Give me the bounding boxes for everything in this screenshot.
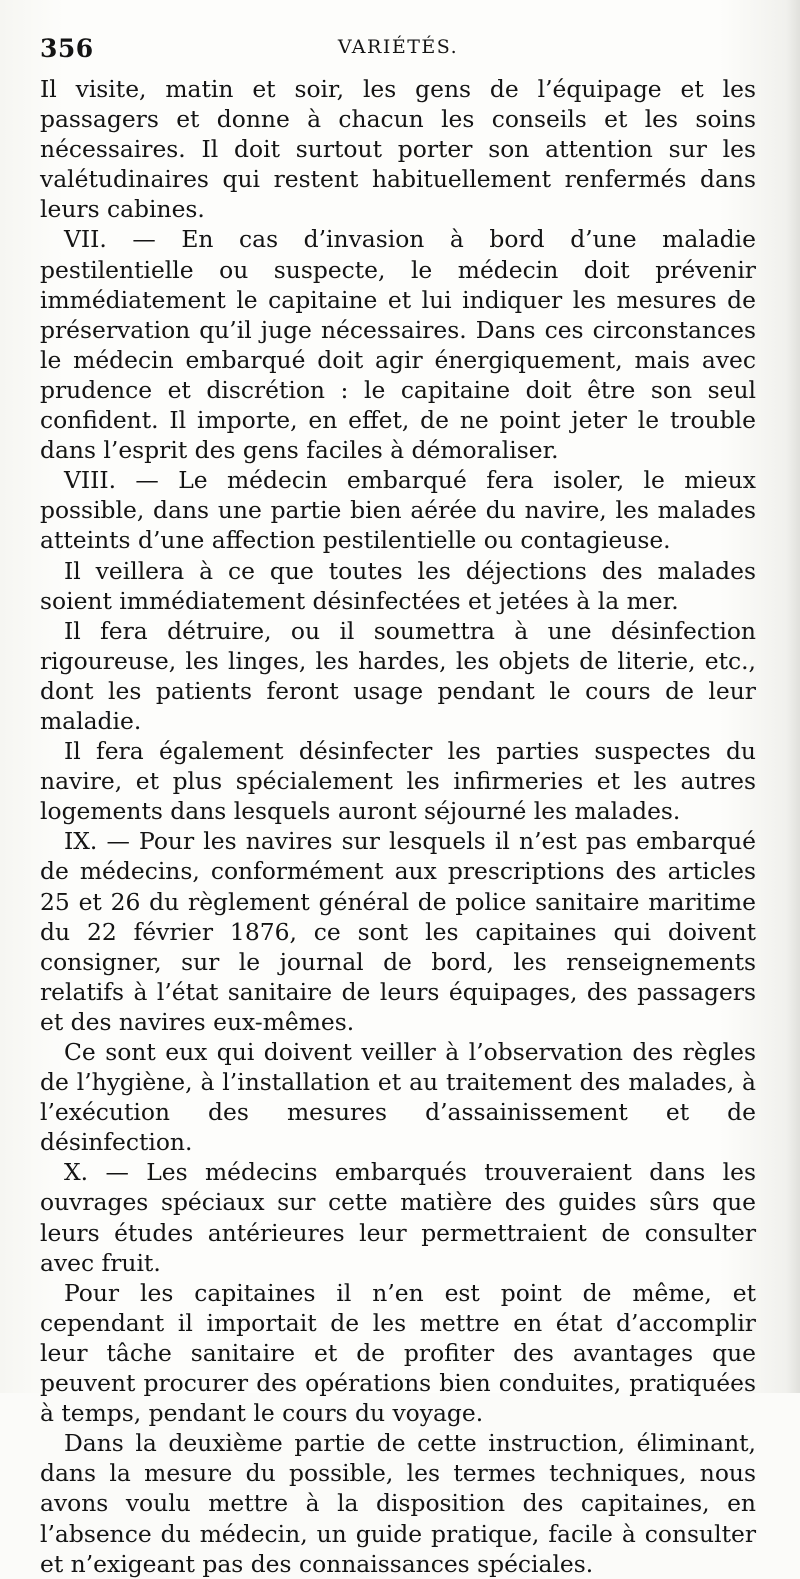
page-edge-shadow [786, 0, 800, 1393]
paragraph-article-viii: VIII. — Le médecin embarqué fera isoler, le mieux possible, dans une partie bien aérée du navire, les malades atteints d’une affection pestilentielle ou contagieuse. [40, 466, 756, 555]
paragraph-second-part: Dans la deuxième partie de cette instruction, éliminant, dans la mesure du possible, les termes techniques, nous avons voulu mettre à la disposition des capitaines, en l’absence du médecin, un guide pratique, facile à consulter et n’exigeant pas des connaissances spéciales. [40, 1429, 756, 1578]
paragraph-linens: Il fera détruire, ou il soumettra à une désinfection rigoureuse, les linges, les hardes, les objets de literie, etc., dont les patients feront usage pendant le cours de leur maladie. [40, 616, 756, 735]
paragraph-article-vii: VII. — En cas d’invasion à bord d’une maladie pestilentielle ou suspecte, le médecin doit prévenir immédiatement le capitaine et lui indiquer les mesures de préservation qu’il juge nécessaires. Dans ces circonstances le médecin embarqué doit agir énergiquement, mais avec prudence et discrétion : le capitaine doit être son seul confident. Il importe, en effet, de ne point jeter le trouble dans l’esprit des gens faciles à démoraliser. [40, 225, 756, 465]
paragraph-disinfection: Il fera également désinfecter les parties suspectes du navire, et plus spécialement les infirmeries et les autres logements dans lesquels auront séjourné les malades. [40, 737, 756, 826]
paragraph-continuation: Il visite, matin et soir, les gens de l’équipage et les passagers et donne à chacun les conseils et les soins nécessaires. Il doit surtout porter son attention sur les valétudinaires qui restent habituellement renfermés dans leurs cabines. [40, 75, 756, 224]
page-header [40, 34, 756, 64]
body-text [40, 74, 756, 1579]
page-number: 356 [40, 34, 94, 63]
paragraph-captains: Pour les capitaines il n’en est point de même, et cependant il importait de les mettre en état d’accomplir leur tâche sanitaire et de profiter des avantages que peuvent procurer des opérations bien conduites, pratiquées à temps, pendant le cours du voyage. [40, 1278, 756, 1428]
paragraph-hygiene: Ce sont eux qui doivent veiller à l’observation des règles de l’hygiène, à l’installation et au traitement des malades, à l’exécution des mesures d’assainissement et de désinfection. [40, 1038, 756, 1157]
paragraph-article-ix: IX. — Pour les navires sur lesquels il n’est pas embarqué de médecins, conformément aux prescriptions des articles 25 et 26 du règlement général de police sanitaire maritime du 22 février 1876, ce sont les capitaines qui doivent consigner, sur le journal de bord, les renseignements relatifs à l’état sanitaire de leurs équipages, des passagers et des navires eux-mêmes. [40, 827, 756, 1036]
paragraph-dejections: Il veillera à ce que toutes les déjections des malades soient immédiatement désinfectées et jetées à la mer. [40, 556, 756, 615]
paragraph-article-x: X. — Les médecins embarqués trouveraient dans les ouvrages spéciaux sur cette matière des guides sûrs que leurs études antérieures leur permettraient de consulter avec fruit. [40, 1158, 756, 1277]
running-head: VARIÉTÉS. [337, 36, 459, 58]
